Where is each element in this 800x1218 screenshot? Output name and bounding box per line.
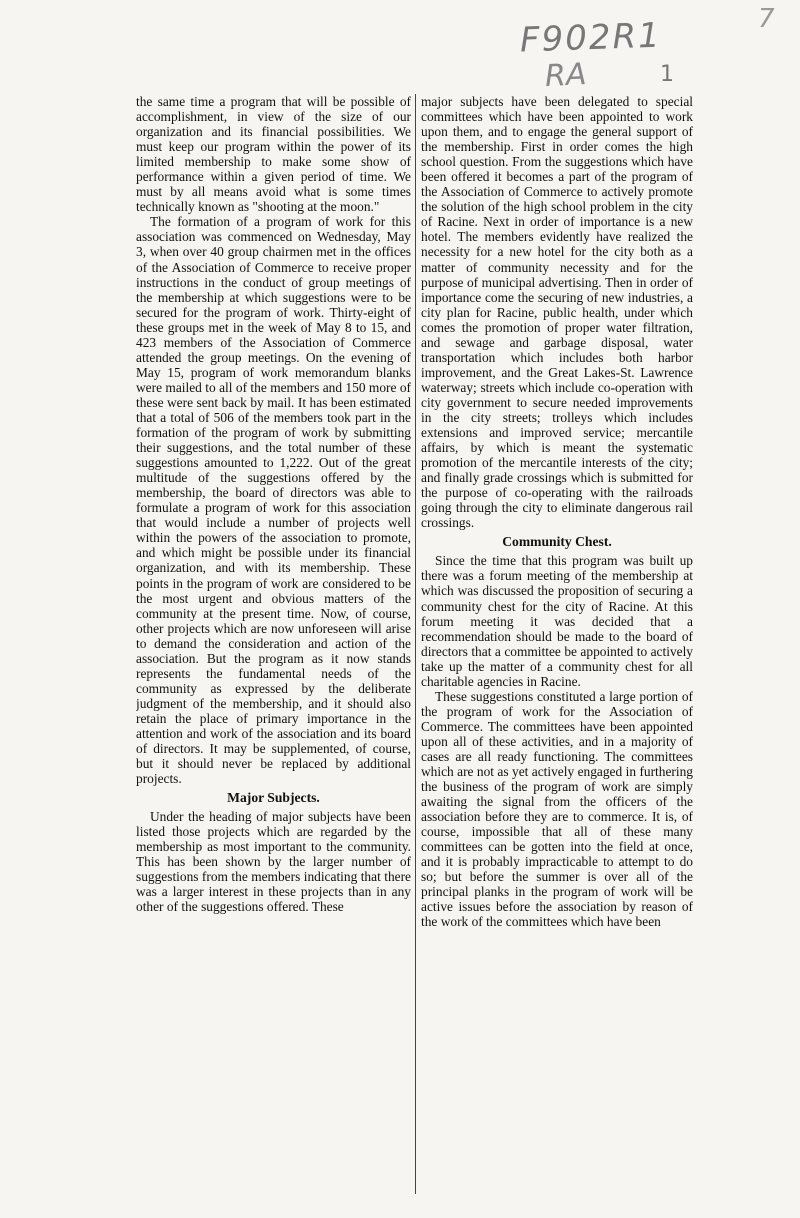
column-divider — [415, 94, 416, 1194]
community-chest-paragraph-1: Since the time that this program was built up there was a forum meeting of the membership at which was discussed the proposition of securing a community chest for the city of Racine. At this forum meeting it was decided that a recommendation should be made to the board of directors that a committee be appointed to actively take up the matter of a community chest for all charitable agencies in Racine. — [421, 553, 693, 689]
tick-mark-annotation: 1 — [660, 62, 674, 87]
archive-code-annotation: F902R1 — [519, 15, 663, 61]
archive-sub-annotation: RA — [544, 56, 588, 95]
community-chest-heading: Community Chest. — [502, 534, 612, 550]
right-column — [421, 94, 693, 1204]
page-number-annotation: 7 — [758, 4, 775, 34]
right-paragraph-continued: major subjects have been delegated to special committees which have been appointed to work upon them, and to engage the general support of the membership. First in order comes the high school question. From the suggestions which have been offered it becomes a part of the program of the Association of Commerce to actively promote the solution of the high school problem in the city of Racine. Next in order of importance is a new hotel. The members evidently have realized the necessity for a new hotel for the city both as a matter of community necessity and for the purpose of municipal advertising. Then in order of importance come the securing of new industries, a city plan for Racine, public health, under which comes the promotion of proper water filtration, and sewage and garbage disposal, water transportation which includes both harbor improvement, and the Great Lakes-St. Lawrence waterway; streets which include co-operation with city government to secure needed improvements in the city streets; trolleys which includes extensions and improved service; mercantile affairs, by which is meant the systematic promotion of the mercantile interests of the city; and finally grade crossings which is submitted for the purpose of co-operating with the railroads going through the city to eliminate dangerous rail crossings. — [421, 94, 693, 531]
major-subjects-heading: Major Subjects. — [227, 790, 320, 806]
community-chest-paragraph-2: These suggestions constituted a large portion of the program of work for the Association of Commerce. The committees have been appointed upon all of these activities, and in a majority of cases are all ready functioning. The committees which are not as yet actively engaged in furthering the business of the program of work are simply awaiting the signal from the officers of the association before they are to commerce. It is, of course, impossible that all of these many committees can be gotten into the field at once, and it is probably impracticable to attempt to do so; but before the summer is over all of the principal planks in the program of work will be active issues before the association by reason of the work of the committees which have been — [421, 688, 693, 930]
left-paragraph-2: The formation of a program of work for this association was commenced on Wednesday, May 3, when over 40 group chairmen met in the offices of the Association of Commerce to receive proper instructions in the conduct of group meetings of the membership at which suggestions were to be secured for the program of work. Thirty-eight of these groups met in the week of May 8 to 15, and 423 members of the Association of Commerce attended the group meetings. On the evening of May 15, program of work memorandum blanks were mailed to all of the members and 150 more of these were sent back by mail. It has been estimated that a total of 506 of the members took part in the formation of the program of work by submitting their suggestions, and the total number of these suggestions amounted to 1,222. Out of the great multitude of the suggestions offered by the membership, the board of directors was able to formulate a program of work for this association that would include a number of projects well within the powers of the association to promote, and which might be possible under its financial organization, and with its membership. These points in the program of work are considered to be the most urgent and obvious matters of the community at the present time. Now, of course, other projects which are now unforeseen will arise to demand the consideration and action of the association. But the program as it now stands represents the fundamental needs of the community as expressed by the deliberate judgment of the membership, and it should also retain the place of primary importance in the attention and work of the association and its board of directors. It may be supplemented, of course, but it should never be replaced by additional projects. — [136, 214, 411, 787]
major-subjects-paragraph: Under the heading of major subjects have been listed those projects which are regarded by the membership as most important to the community. This has been shown by the larger number of suggestions from the members indicating that there was a larger interest in these projects than in any other of the suggestions offered. These — [136, 809, 411, 915]
left-column — [136, 94, 411, 1204]
left-paragraph-1: the same time a program that will be possible of accomplishment, in view of the size of our organization and its financial possibilities. We must keep our program within the power of its limited membership to make some show of performance within a given period of time. We must by all means avoid what is some times technically known as "shooting at the moon." — [136, 94, 411, 215]
